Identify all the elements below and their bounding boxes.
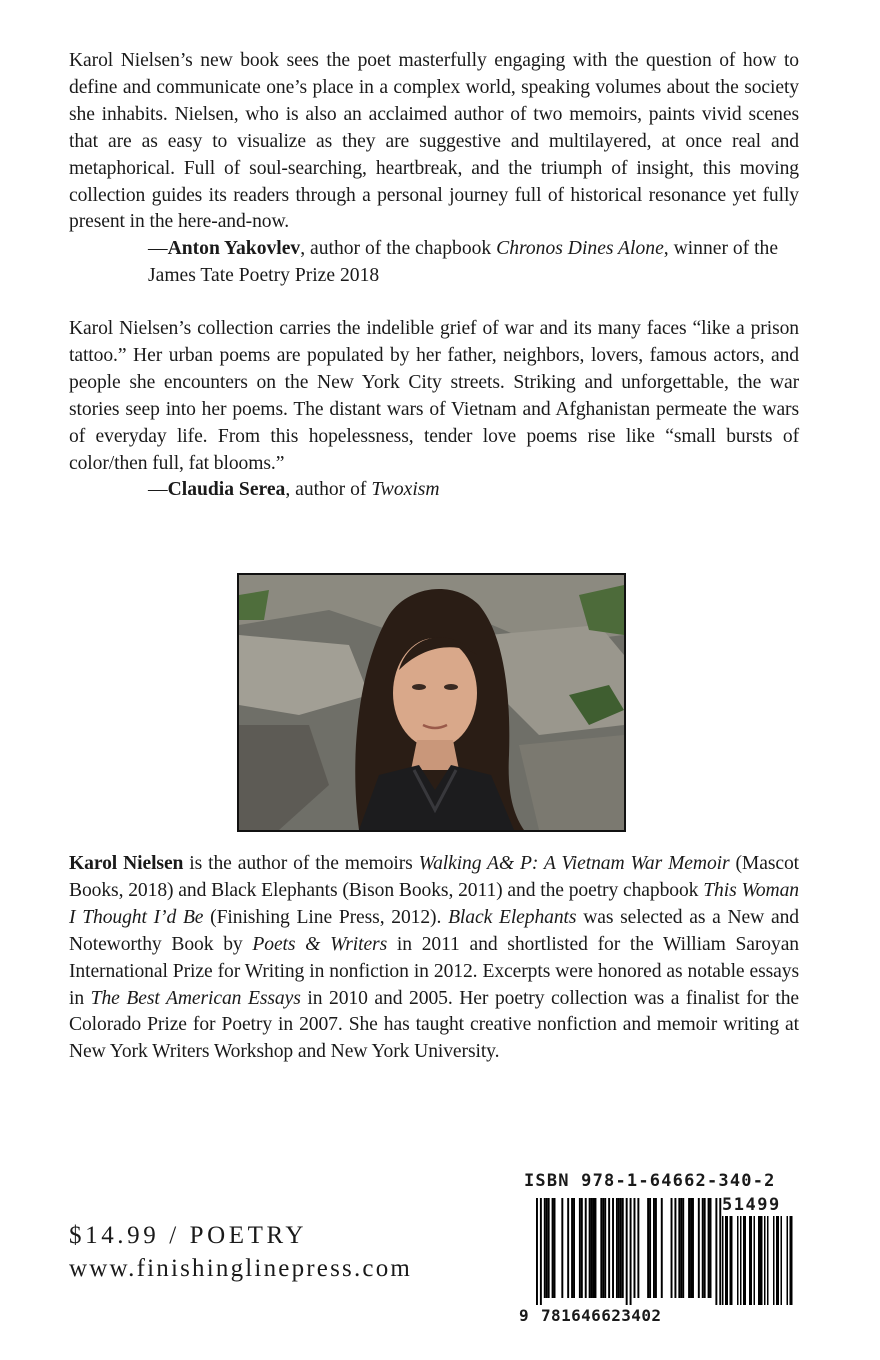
addon-bar — [773, 1216, 775, 1305]
barcode-bar — [682, 1198, 684, 1298]
barcode-bar — [688, 1198, 690, 1298]
addon-bar — [743, 1216, 745, 1305]
barcode-bar — [589, 1198, 591, 1298]
bio-author-name: Karol Nielsen — [69, 853, 184, 874]
barcode-bar — [655, 1198, 657, 1298]
barcode-bar — [692, 1198, 694, 1298]
addon-bar — [761, 1216, 763, 1305]
barcode-guard-bar — [715, 1198, 717, 1305]
addon-bar — [781, 1216, 783, 1305]
author-photo — [237, 573, 626, 832]
author-bio: Karol Nielsen is the author of the memoirs Walking A& P: A Vietnam War Memoir (Mascot Books, 2018) and Black Elephants (Bison Books, 2011) and the poetry chapbook This Woman I Thought I’d Be (Finishing Line Press, 2012). Black Elephants was selected as a New and Noteworthy Book by Poets & Writers in 2011 and shortlisted for the William Saroyan International Prize for Writing in nonfiction in 2012. Excerpts were honored as notable essays in The Best American Essays in 2010 and 2005. Her poetry collection was a finalist for the Colorado Prize for Poetry in 2007. She has taught creative nonfiction and memoir writing at New York Writers Workshop and New York University. — [69, 853, 800, 1063]
barcode-bar — [620, 1198, 622, 1298]
attribution-book-title: Twoxism — [371, 479, 440, 500]
barcode-guard-bar — [719, 1198, 721, 1305]
barcode-bar — [618, 1198, 620, 1298]
barcode-bar — [567, 1198, 569, 1298]
isbn-label: ISBN 978-1-64662-340-2 — [524, 1171, 776, 1191]
barcode-bar — [600, 1198, 602, 1298]
barcode-bar — [561, 1198, 563, 1298]
isbn-barcode — [510, 1168, 800, 1338]
blurb-claudia-serea: Karol Nielsen’s collection carries the indelible grief of war and its many faces “like a prison tattoo.” Her urban poems are populated by her father, neighbors, lovers, famous actors, and people she encounters on the New York City streets. Striking and unforgettable, the war stories seep into her poems. The distant wars of Vietnam and Afghanistan permeate the wars of everyday life. From this hopelessness, tender love poems rise like “small bursts of color/then full, fat blooms.” — [69, 318, 799, 474]
addon-bar — [749, 1216, 751, 1305]
barcode-bar — [634, 1198, 636, 1298]
barcode-bar — [710, 1198, 712, 1298]
addon-bar — [745, 1216, 747, 1305]
addon-bars — [722, 1216, 793, 1305]
barcode-bar — [593, 1198, 595, 1298]
barcode-bar — [612, 1198, 614, 1298]
bio-book-title: This Woman I Thought I’d Be — [69, 879, 800, 928]
addon-bar — [778, 1216, 780, 1305]
barcode-guard-bar — [540, 1198, 542, 1305]
barcode-bar — [544, 1198, 546, 1298]
barcode-guard-bar — [630, 1198, 632, 1305]
addon-bar — [737, 1216, 739, 1305]
barcode-bar — [622, 1198, 624, 1298]
barcode-bar — [546, 1198, 548, 1298]
addon-bar — [751, 1216, 753, 1305]
addon-bar — [731, 1216, 733, 1305]
addon-bar — [754, 1216, 756, 1305]
barcode-bar — [616, 1198, 618, 1298]
barcode-bar — [653, 1198, 655, 1298]
addon-bar — [760, 1216, 762, 1305]
attribution-author: Claudia Serea — [167, 479, 286, 500]
attribution-anton-yakovlev: —Anton Yakovlev, author of the chapbook Chronos Dines Alone, winner of the James Tate Poetry Prize 2018 — [148, 238, 779, 286]
barcode-bar — [671, 1198, 673, 1298]
attribution-claudia-serea: —Claudia Serea, author of Twoxism — [148, 479, 440, 500]
barcode-digits: 781646623402 — [541, 1306, 662, 1325]
barcode-bar — [595, 1198, 597, 1298]
barcode-bar — [649, 1198, 651, 1298]
barcode-bar — [548, 1198, 550, 1298]
addon-bar — [722, 1216, 724, 1305]
barcode-bar — [690, 1198, 692, 1298]
bio-book-title: Black Elephants — [448, 906, 577, 928]
barcode-bar — [661, 1198, 663, 1298]
barcode-bar — [571, 1198, 573, 1298]
barcode-bar — [573, 1198, 575, 1298]
addon-bar — [725, 1216, 727, 1305]
barcode-bar — [674, 1198, 676, 1298]
addon-bar — [787, 1216, 789, 1305]
addon-bar — [764, 1216, 766, 1305]
addon-bar — [758, 1216, 760, 1305]
barcode-bar — [647, 1198, 649, 1298]
attribution-book-title: Chronos Dines Alone — [496, 238, 664, 259]
addon-bar — [790, 1216, 792, 1305]
publisher-url[interactable]: www.finishinglinepress.com — [69, 1255, 413, 1282]
price-category: $14.99 / POETRY — [69, 1222, 308, 1249]
price-code: 51499 — [722, 1195, 781, 1215]
barcode-bar — [680, 1198, 682, 1298]
addon-bar — [727, 1216, 729, 1305]
barcode-guard-bar — [536, 1198, 538, 1305]
author-portrait-illustration — [239, 575, 624, 830]
barcode-bar — [579, 1198, 581, 1298]
addon-bar — [767, 1216, 769, 1305]
barcode-bar — [581, 1198, 583, 1298]
barcode-bar — [702, 1198, 704, 1298]
ean-bars — [536, 1198, 721, 1305]
barcode-guard-bar — [626, 1198, 628, 1305]
barcode-bar — [608, 1198, 610, 1298]
barcode-bar — [698, 1198, 700, 1298]
addon-bar — [776, 1216, 778, 1305]
barcode-bar — [585, 1198, 587, 1298]
barcode-bar — [604, 1198, 606, 1298]
addon-bar — [730, 1216, 732, 1305]
barcode-bar — [704, 1198, 706, 1298]
bio-publication-title: Poets & Writers — [252, 933, 388, 955]
bio-book-title: Walking A& P: A Vietnam War Memoir — [418, 853, 730, 874]
barcode-bar — [708, 1198, 710, 1298]
barcode-bar — [637, 1198, 639, 1298]
barcode-bar — [591, 1198, 593, 1298]
barcode-bar — [678, 1198, 680, 1298]
blurb-anton-yakovlev: Karol Nielsen’s new book sees the poet masterfully engaging with the question of how to define and communicate one’s place in a complex world, speaking volumes about the society she inhabits. Nielsen, who is also an acclaimed author of two memoirs, paints vivid scenes that are as easy to visualize as they are suggestive and multilayered, at once real and metaphorical. Full of soul-searching, heartbreak, and the triumph of insight, this moving collection guides its readers through a personal journey full of historical resonance yet fully present in the here-and-now. — [69, 50, 799, 233]
attribution-author: Anton Yakovlev — [167, 238, 301, 259]
barcode-first-digit: 9 — [519, 1306, 529, 1325]
barcode-bar — [602, 1198, 604, 1298]
addon-bar — [740, 1216, 742, 1305]
barcode-bars — [510, 1198, 800, 1308]
addon-bar — [791, 1216, 793, 1305]
barcode-bar — [552, 1198, 554, 1298]
bio-publication-title: The Best American Essays — [90, 987, 301, 1009]
barcode-bar — [554, 1198, 556, 1298]
